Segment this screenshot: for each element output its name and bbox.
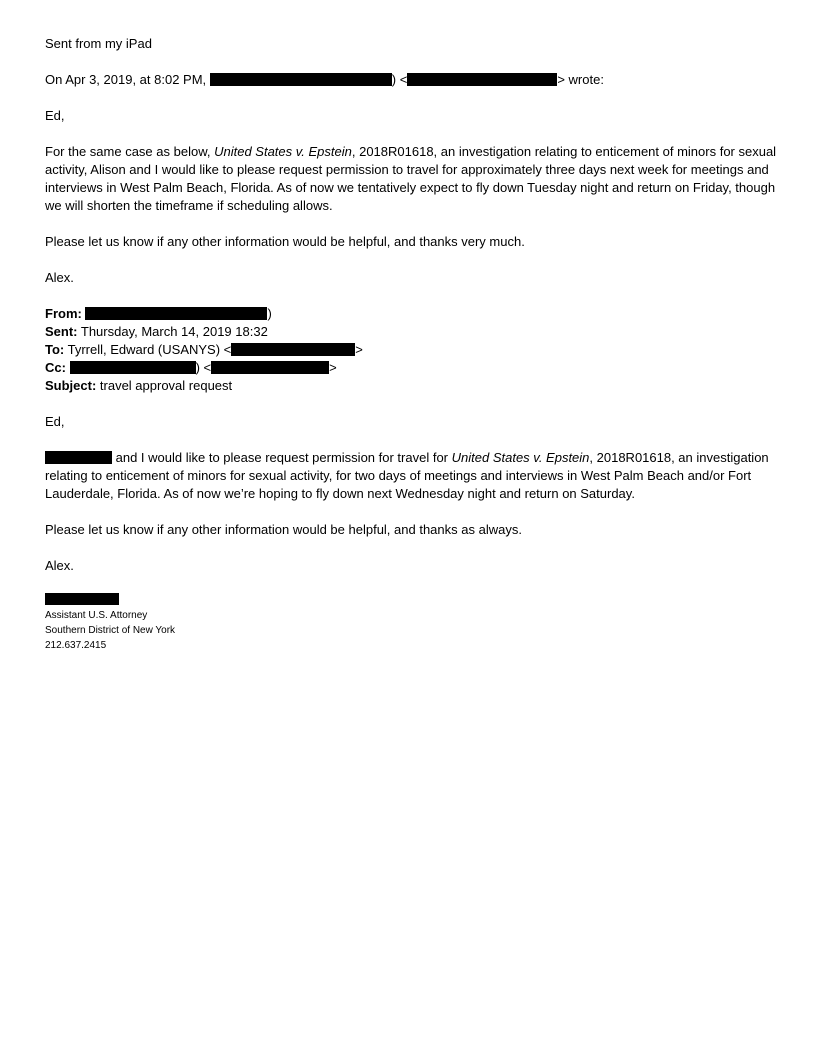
- subject-line: [45, 377, 785, 395]
- redacted-cc-name: [70, 361, 196, 374]
- original-signoff: Alex.: [45, 558, 74, 573]
- from-label: From:: [45, 306, 82, 321]
- sent-label: Sent:: [45, 324, 78, 339]
- sent-from-line: Sent from my iPad: [45, 36, 152, 51]
- original-case-name: United States v. Epstein: [451, 450, 590, 465]
- redacted-colleague-name: [45, 451, 112, 464]
- reply-greeting: Ed,: [45, 108, 65, 123]
- subject-label: Subject:: [45, 378, 97, 393]
- signature-office: Southern District of New York: [45, 625, 176, 636]
- to-line: [45, 341, 785, 359]
- to-value: Tyrrell, Edward (USANYS) <: [64, 342, 232, 357]
- email-document: [45, 35, 785, 653]
- reply-p1-text-b: , 2018R01618, an investigation relating to enticement of minors for sexual activity, Alison and I would like to please request permission to travel for approximately three days next week for meetings and interviews in West Palm Beach, Florida. As of now we tentatively expect to fly down Tuesday night and return on Friday, though we will shorten the timeframe if scheduling allows.: [45, 144, 777, 213]
- to-tail: >: [355, 342, 363, 357]
- signature-block: [45, 593, 785, 653]
- sent-value: Thursday, March 14, 2019 18:32: [77, 324, 268, 339]
- quote-intro-line: [45, 71, 785, 89]
- reply-paragraph-1: [45, 143, 785, 215]
- from-line: [45, 305, 785, 323]
- to-label: To:: [45, 342, 65, 357]
- original-message-header: [45, 305, 785, 395]
- cc-mid: ) <: [195, 360, 212, 375]
- from-tail: ): [267, 306, 272, 321]
- signature-phone: 212.637.2415: [45, 640, 107, 651]
- quote-intro-mid: ) <: [391, 72, 408, 87]
- original-paragraph-1: [45, 449, 785, 503]
- sent-line: [45, 323, 785, 341]
- quote-intro-prefix: On Apr 3, 2019, at 8:02 PM,: [45, 72, 207, 87]
- reply-paragraph-2: Please let us know if any other information would be helpful, and thanks very much.: [45, 234, 525, 249]
- redacted-from: [85, 307, 267, 320]
- redacted-sender-email: [407, 73, 557, 86]
- reply-case-name: United States v. Epstein: [214, 144, 352, 159]
- original-greeting: Ed,: [45, 414, 65, 429]
- original-paragraph-2: Please let us know if any other information would be helpful, and thanks as always.: [45, 522, 522, 537]
- redacted-cc-email: [211, 361, 329, 374]
- reply-p1-text-a: For the same case as below,: [45, 144, 215, 159]
- redacted-to-email: [231, 343, 355, 356]
- signature-title: Assistant U.S. Attorney: [45, 610, 148, 621]
- signature-name-line: [45, 593, 785, 608]
- quote-intro-suffix: > wrote:: [557, 72, 604, 87]
- cc-tail: >: [329, 360, 337, 375]
- subject-value: travel approval request: [96, 378, 233, 393]
- redacted-sender-name: [210, 73, 392, 86]
- redacted-signature-name: [45, 593, 119, 605]
- original-p1-text-b: , 2018R01618, an investigation relating to enticement of minors for sexual activity, for two days of meetings and interviews in West Palm Beach and/or Fort Lauderdale, Florida. As of now we’re hoping to fly down next Wednesday night and return on Saturday.: [45, 450, 769, 501]
- reply-signoff: Alex.: [45, 270, 74, 285]
- original-p1-text-a: and I would like to please request permission for travel for: [112, 450, 452, 465]
- cc-line: [45, 359, 785, 377]
- cc-label: Cc:: [45, 360, 66, 375]
